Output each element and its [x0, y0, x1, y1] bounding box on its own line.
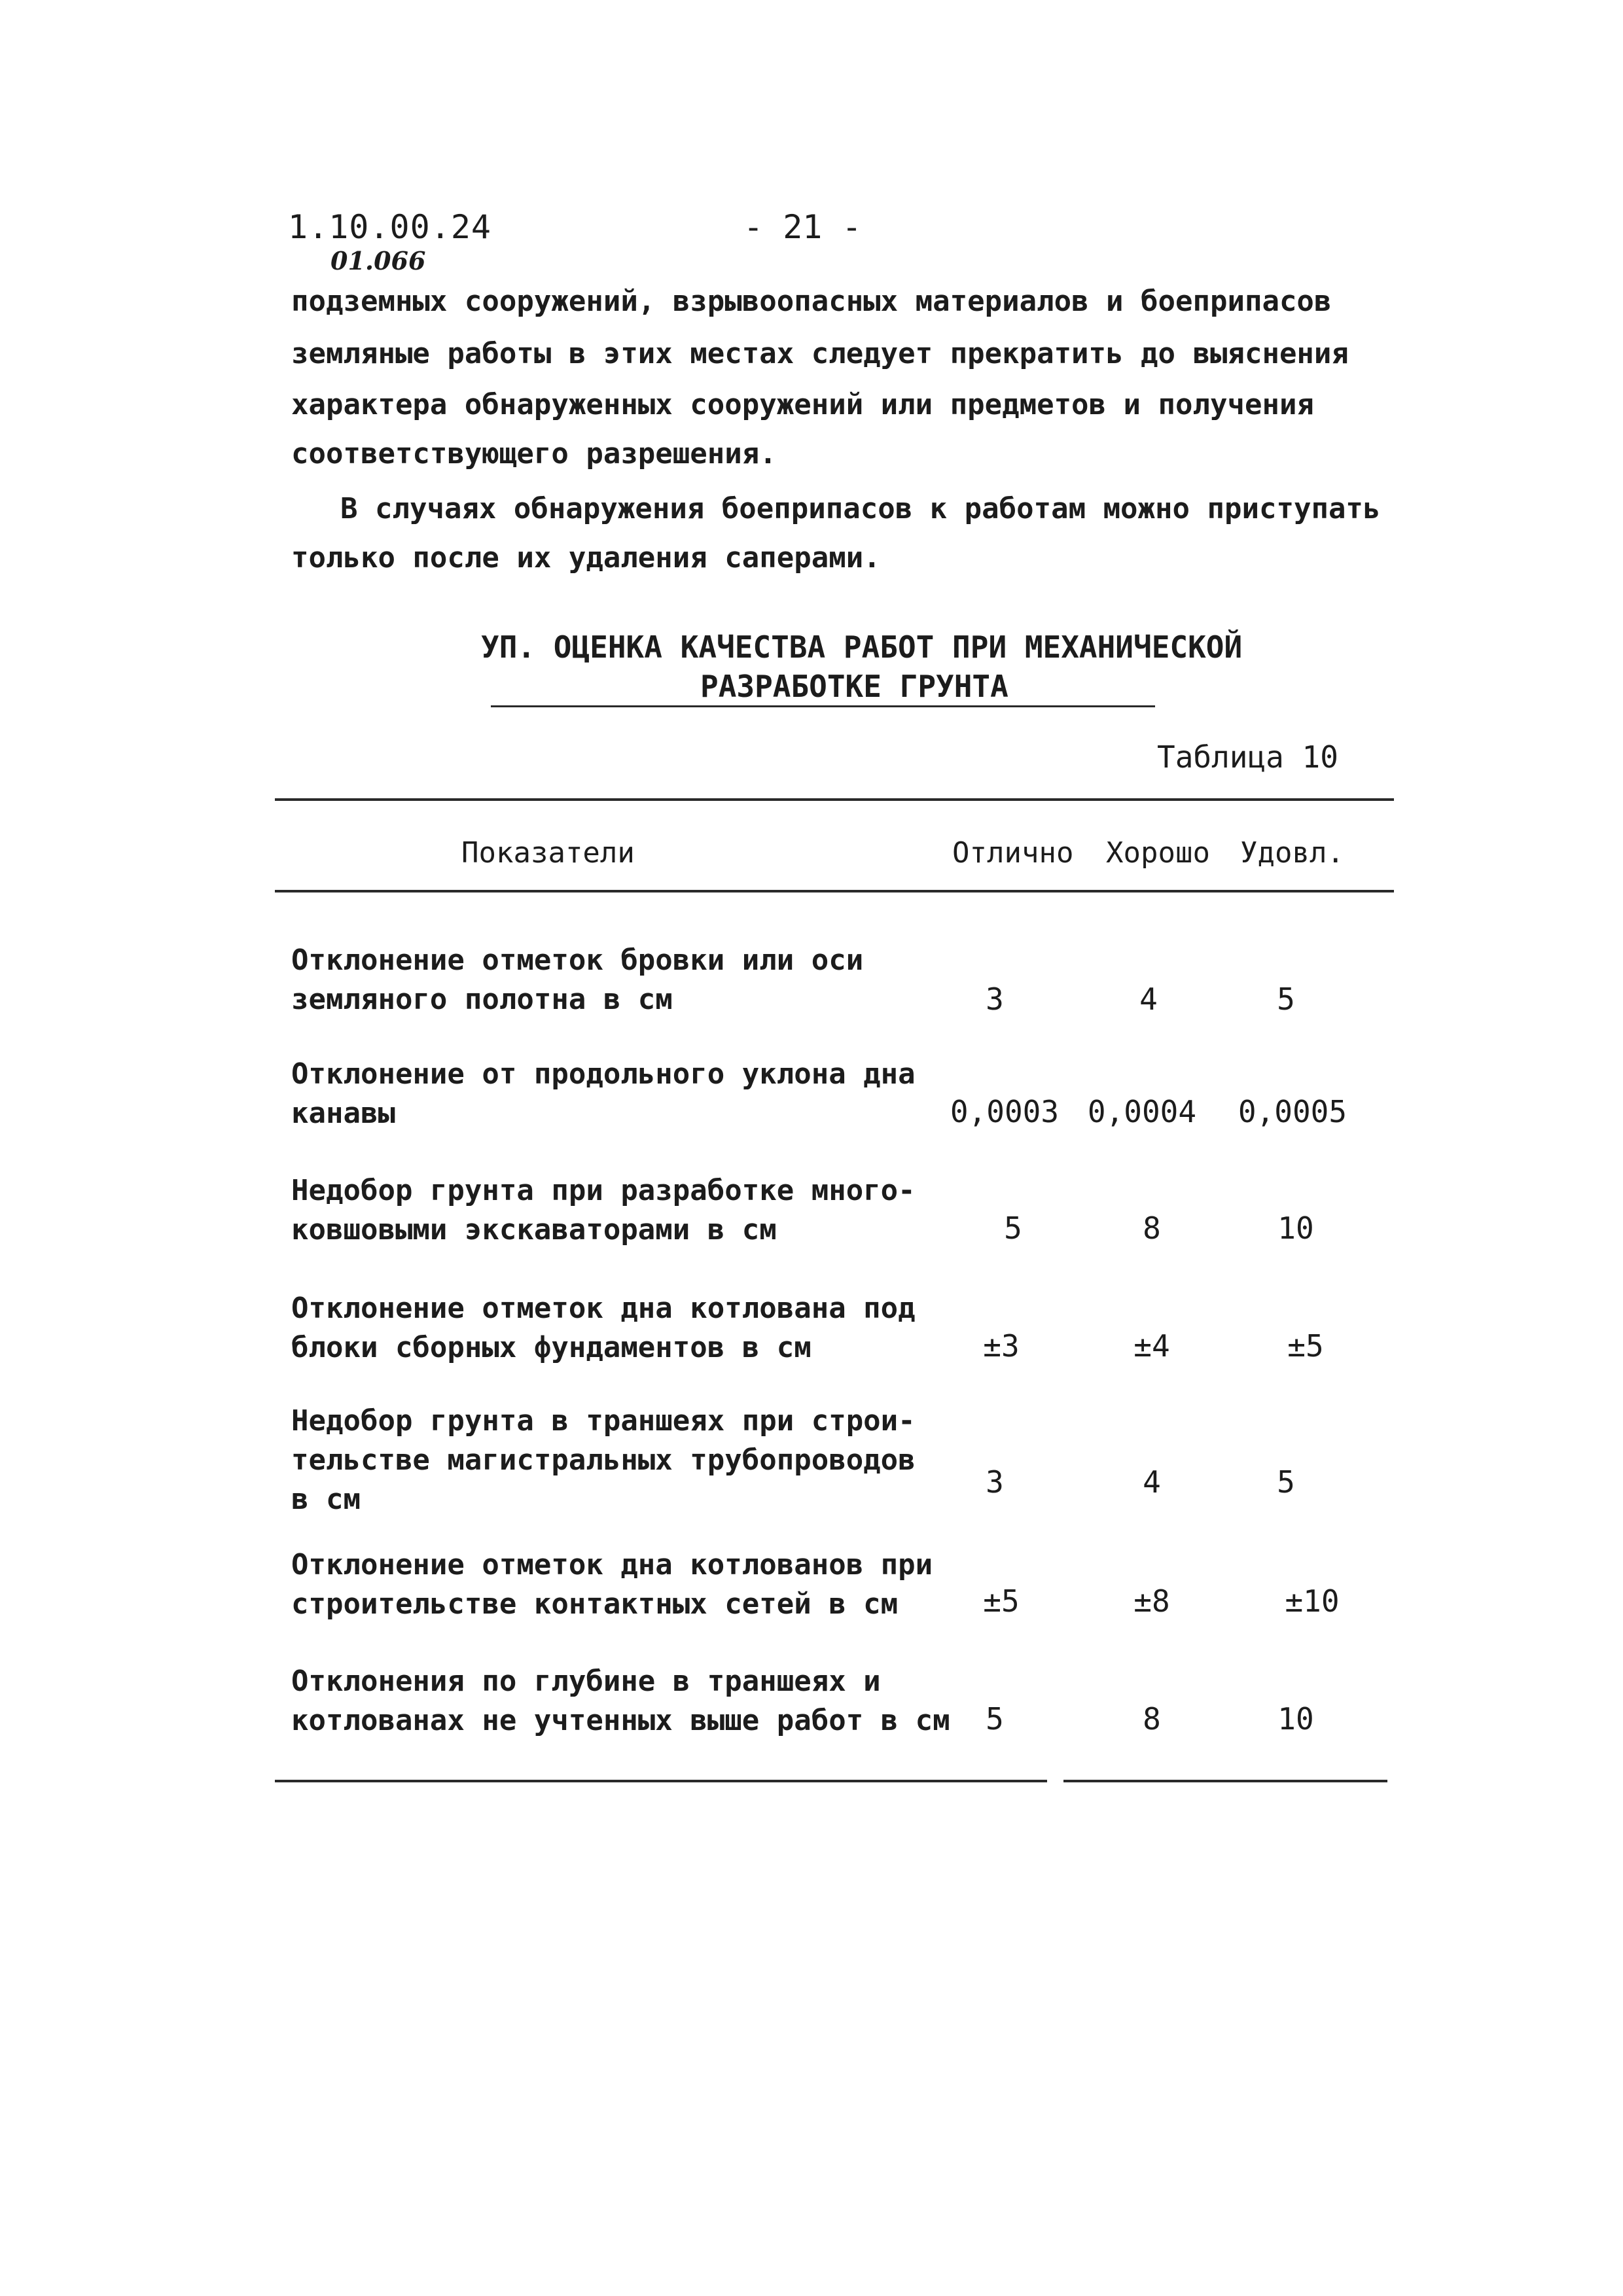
table-row-label: Отклонение отметок бровки или оси земляного полотна в см [291, 944, 864, 1016]
handwritten-note: 01.066 [330, 246, 426, 275]
header-satisfactory: Удовл. [1240, 836, 1344, 870]
table-caption: Таблица 10 [1157, 739, 1338, 775]
table-bottom-rule-left [275, 1780, 1047, 1782]
section-title-line1: УП. ОЦЕНКА КАЧЕСТВА РАБОТ ПРИ МЕХАНИЧЕСКОЙ [481, 629, 1243, 665]
table-cell-good: 4 [1143, 1464, 1161, 1500]
table-cell-good: 0,0004 [1087, 1094, 1197, 1129]
page-number: - 21 - [743, 208, 862, 246]
paragraph-line: только после их удаления саперами. [291, 541, 881, 574]
header-excellent: Отлично [952, 836, 1074, 870]
table-row-label: Отклонение отметок дна котлована под блоки сборных фундаментов в см [291, 1292, 916, 1364]
paragraph-line: характера обнаруженных сооружений или предметов и получения [291, 388, 1314, 421]
table-cell-satisfactory: 0,0005 [1238, 1094, 1347, 1129]
table-cell-excellent: 3 [986, 981, 1004, 1017]
document-code: 1.10.00.24 [288, 208, 492, 246]
table-row-label: Отклонения по глубине в траншеях и котлованах не учтенных выше работ в см [291, 1665, 950, 1737]
table-row-label: Недобор грунта в траншеях при строи- тельстве магистральных трубопроводов в см [291, 1404, 916, 1516]
table-cell-satisfactory: 5 [1277, 1464, 1295, 1500]
header-good: Хорошо [1106, 836, 1210, 870]
table-top-rule [275, 798, 1394, 801]
paragraph-line: В случаях обнаружения боеприпасов к работам можно приступать [340, 492, 1381, 525]
table-cell-good: 8 [1143, 1701, 1161, 1737]
table-header-rule [275, 890, 1394, 892]
table-cell-satisfactory: 10 [1277, 1210, 1314, 1246]
table-cell-good: ±8 [1133, 1583, 1170, 1619]
table-cell-good: 4 [1139, 981, 1158, 1017]
table-cell-satisfactory: 5 [1277, 981, 1295, 1017]
table-row-label: Отклонение от продольного уклона дна канавы [291, 1057, 916, 1130]
table-cell-excellent: 5 [1004, 1210, 1022, 1246]
paragraph-line: соответствующего разрешения. [291, 437, 777, 470]
table-cell-excellent: 0,0003 [950, 1094, 1060, 1129]
paragraph-line: подземных сооружений, взрывоопасных материалов и боеприпасов [291, 285, 1332, 318]
table-cell-satisfactory: ±5 [1287, 1328, 1324, 1364]
table-cell-good: ±4 [1133, 1328, 1170, 1364]
title-underline [491, 705, 1155, 707]
table-cell-excellent: ±3 [983, 1328, 1020, 1364]
table-row-label: Отклонение отметок дна котлованов при строительстве контактных сетей в см [291, 1548, 933, 1621]
table-cell-excellent: 3 [986, 1464, 1004, 1500]
paragraph-line: земляные работы в этих местах следует прекратить до выяснения [291, 337, 1349, 370]
table-bottom-rule-right [1063, 1780, 1387, 1782]
table-row-label: Недобор грунта при разработке много- ковшовыми экскаваторами в см [291, 1174, 916, 1246]
section-title-line2: РАЗРАБОТКЕ ГРУНТА [700, 669, 1008, 704]
table-cell-satisfactory: 10 [1277, 1701, 1314, 1737]
table-cell-excellent: ±5 [983, 1583, 1020, 1619]
header-indicators: Показатели [461, 836, 635, 870]
table-cell-good: 8 [1143, 1210, 1161, 1246]
table-cell-satisfactory: ±10 [1285, 1583, 1340, 1619]
table-cell-excellent: 5 [986, 1701, 1004, 1737]
